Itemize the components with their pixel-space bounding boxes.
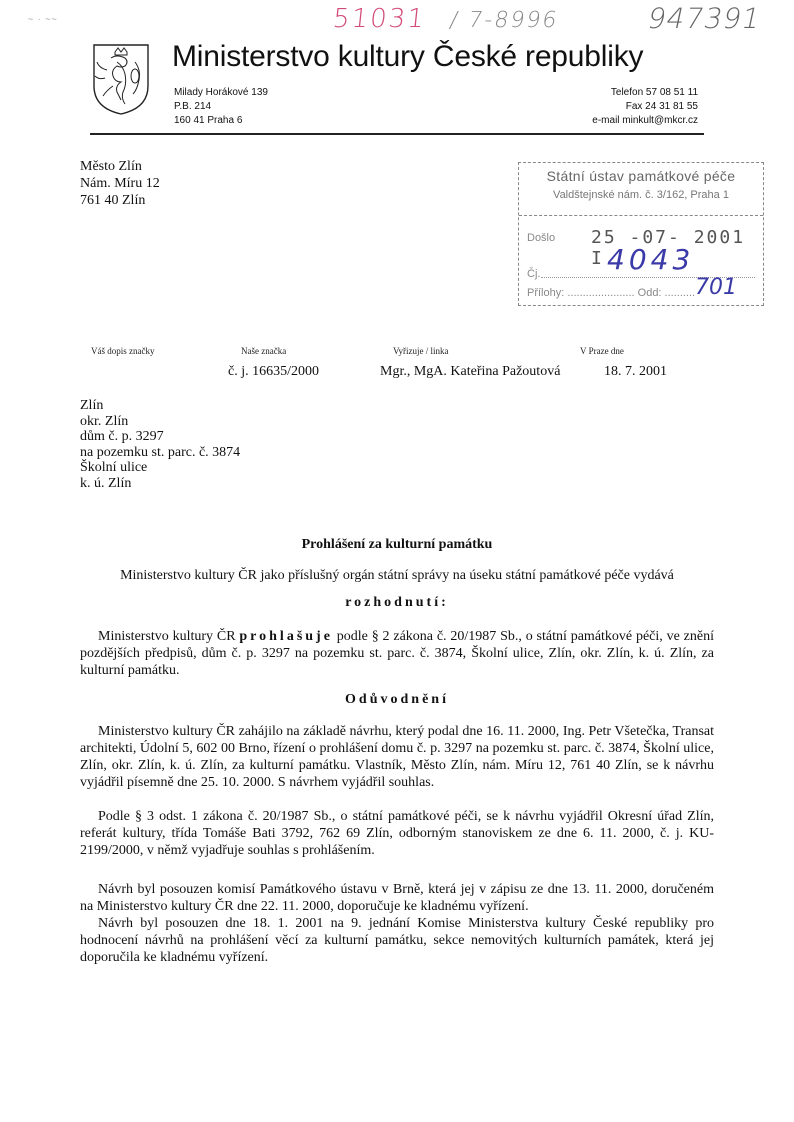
recipient-line: 761 40 Zlín [80, 193, 146, 208]
decision-verb: prohlašuje [239, 629, 333, 644]
handwritten-number-grey: / 7-8996 [447, 8, 561, 33]
handled-by-label: Vyřizuje / linka [393, 346, 449, 356]
stamp-received-date: 25 -07- 2001 I [591, 227, 746, 269]
handwritten-number-red: 51031 [331, 4, 428, 34]
received-stamp [518, 162, 764, 306]
subject-line: Školní ulice [80, 460, 148, 475]
decision-prefix: Ministerstvo kultury ČR [98, 629, 240, 644]
address-line: 160 41 Praha 6 [174, 115, 243, 126]
subject-property [80, 398, 240, 491]
handled-by-value: Mgr., MgA. Kateřina Pažoutová [380, 364, 561, 379]
date-value: 18. 7. 2001 [604, 364, 667, 379]
justification-paragraph: Návrh byl posouzen komisí Památkového ústavu v Brně, která jej v zápisu ze dne 13. 11. 2000, doručeném na Ministerstvo kultury ČR dne 22. 11. 2000, doporučuje ke kladnému vyřízení. [80, 882, 714, 914]
czech-lion-crest-icon [91, 42, 151, 116]
ministry-title: Ministerstvo kultury České republiky [172, 40, 644, 73]
document-intro: Ministerstvo kultury ČR jako příslušný orgán státní správy na úseku státní památkové péče vydává [120, 568, 674, 583]
handwritten-number-top-right: 947391 [644, 2, 765, 35]
scan-artifact: ~ · ~~ [28, 14, 58, 24]
date-label: V Praze dne [580, 346, 624, 356]
email-link[interactable]: e-mail minkult@mkcr.cz [592, 115, 698, 126]
ministry-address [174, 86, 268, 128]
recipient-line: Nám. Míru 12 [80, 176, 160, 191]
subject-line: dům č. p. 3297 [80, 429, 164, 444]
phone: Telefon 57 08 51 11 [610, 87, 698, 98]
our-ref-value: č. j. 16635/2000 [228, 364, 319, 379]
justification-paragraph: Ministerstvo kultury ČR zahájilo na základě návrhu, který podal dne 16. 11. 2000, Ing. Petr Všetečka, Transat architekti, Údolní 5, 602 00 Brno, řízení o prohlášení domu č. p. 3297 na pozemku st. parc. č. 3874, Školní ulice, Zlín, okr. Zlín, k. ú. Zlín, za kulturní památku. Vlastník, Město Zlín, nám. Míru 12, 761 40 Zlín, se k návrhu vyjádřil písemně dne 25. 10. 2000. S návrhem vyjádřil souhlas. [80, 724, 714, 790]
ministry-contacts [592, 86, 698, 128]
decision-paragraph [80, 628, 714, 679]
decision-suffix: podle § 2 zákona č. 20/1987 Sb., o státní památkové péči, ve znění pozdějších předpisů, dům č. p. 3297 na pozemku st. parc. č. 3874, Školní ulice, Zlín, okr. Zlín, k. ú. Zlín, za kulturní památku. [80, 629, 714, 678]
stamp-received-label: Došlo [527, 232, 556, 244]
stamp-attachments-line: Přílohy: ...................... Odd: .......... [527, 287, 696, 299]
justification-paragraph: Podle § 3 odst. 1 zákona č. 20/1987 Sb., o státní památkové péči, se k návrhu vyjádřil Okresní úřad Zlín, referát kultury, třída Tomáše Bati 3792, 762 69 Zlín, odborným stanoviskem ze dne 6. 11. 2000, č. j. KU-2199/2000, v němž vyjadřuje souhlas s prohlášením. [80, 809, 714, 858]
stamp-ref-handwritten: 4043 [607, 243, 695, 276]
decision-heading: rozhodnutí: [345, 595, 449, 610]
fax: Fax 24 31 81 55 [625, 101, 698, 112]
subject-line: k. ú. Zlín [80, 475, 132, 491]
address-line: Milady Horákové 139 [174, 87, 268, 98]
stamp-department-handwritten: 701 [695, 275, 737, 300]
subject-line: okr. Zlín [80, 413, 129, 429]
justification-paragraph: Návrh byl posouzen dne 18. 1. 2001 na 9. jednání Komise Ministerstva kultury České republiky pro hodnocení návrhů na prohlášení věcí za kulturní památku, sekce nemovitých kulturních památek, která jej doporučila ke kladnému vyřízení. [80, 916, 714, 965]
stamp-address: Valdštejnské nám. č. 3/162, Praha 1 [553, 189, 729, 201]
your-ref-label: Váš dopis značky [91, 346, 155, 356]
our-ref-label: Naše značka [241, 346, 287, 356]
subject-line: na pozemku st. parc. č. 3874 [80, 444, 241, 460]
stamp-ref-label: Čj. [527, 268, 541, 280]
letterhead-divider [90, 133, 704, 135]
recipient-line: Město Zlín [80, 159, 142, 174]
justification-heading: Odůvodnění [345, 692, 449, 707]
recipient-address [80, 158, 160, 209]
stamp-divider [519, 215, 763, 216]
subject-line: Zlín [80, 398, 104, 413]
address-line: P.B. 214 [174, 101, 212, 112]
stamp-title: Státní ústav památkové péče [546, 168, 736, 184]
document-title: Prohlášení za kulturní památku [301, 537, 493, 552]
